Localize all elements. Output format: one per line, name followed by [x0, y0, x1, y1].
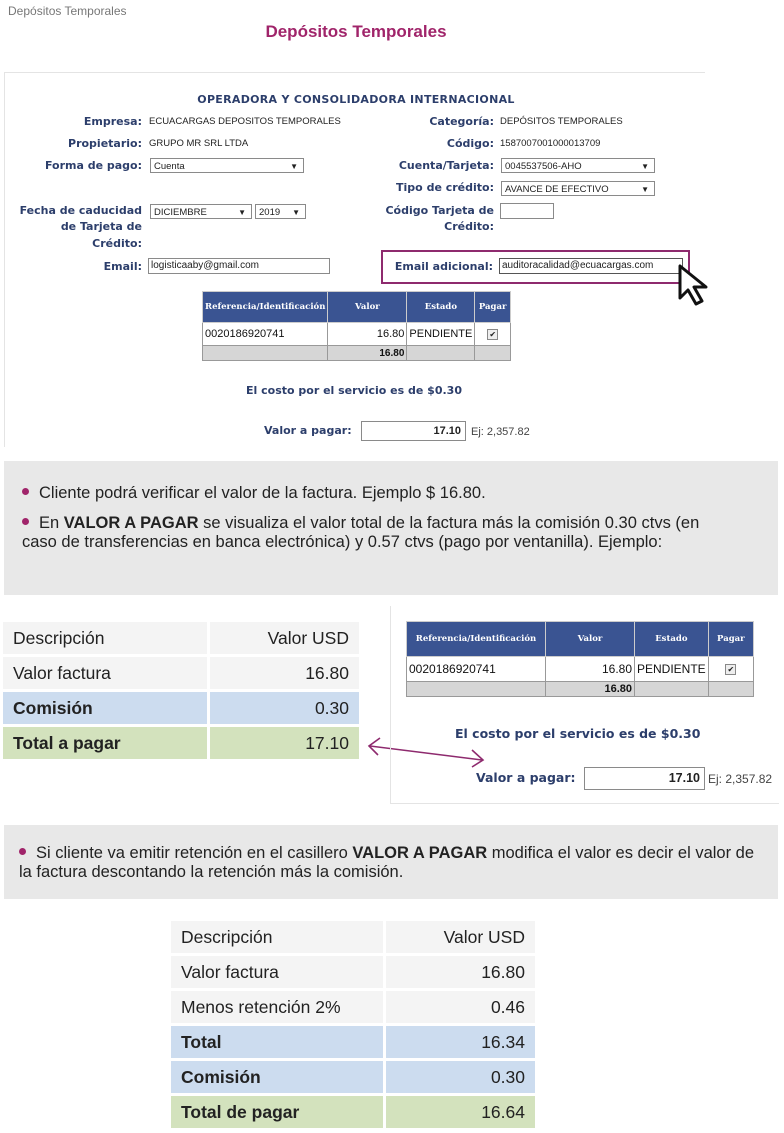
invoice-table-zoom [406, 621, 754, 697]
categoria-value: DEPÓSITOS TEMPORALES [500, 116, 623, 127]
column-header: Pagar [475, 292, 511, 323]
forma-pago-value: Cuenta [154, 161, 185, 172]
pagar-cell [708, 657, 753, 682]
codigo-label: Código: [446, 137, 494, 150]
column-header: Referencia/Identificación [407, 622, 546, 657]
chevron-down-icon: ▼ [641, 162, 649, 171]
table-row [3, 622, 359, 654]
column-header: Descripción [3, 622, 207, 654]
table-total-row [203, 346, 511, 361]
table-row [171, 1061, 535, 1093]
empresa-value: ECUACARGAS DEPOSITOS TEMPORALES [149, 116, 341, 127]
table-row [3, 657, 359, 689]
row-label: Total de pagar [171, 1096, 383, 1128]
column-header: Referencia/Identificación [203, 292, 328, 323]
valor-pagar-hint-zoom: Ej: 2,357.82 [708, 772, 773, 786]
row-value: 0.46 [386, 991, 535, 1023]
row-label: Total [171, 1026, 383, 1058]
empresa-label: Empresa: [83, 115, 142, 128]
pagar-cell [475, 323, 511, 346]
summary-table-2 [168, 918, 538, 1131]
email-field[interactable]: logisticaaby@gmail.com [148, 258, 330, 274]
table-row [171, 1026, 535, 1058]
service-cost-text: El costo por el servicio es de $0.30 [246, 384, 462, 397]
chevron-down-icon: ▼ [292, 208, 300, 217]
ref-cell: 0020186920741 [203, 323, 328, 346]
fecha-caducidad-label-3: Crédito: [92, 237, 142, 250]
categoria-label: Categoría: [429, 115, 494, 128]
valor-cell: 16.80 [328, 323, 407, 346]
row-label: Total a pagar [3, 727, 207, 759]
table-row [171, 956, 535, 988]
row-value: 16.34 [386, 1026, 535, 1058]
row-label: Comisión [3, 692, 207, 724]
propietario-label: Propietario: [68, 137, 142, 150]
bullet-icon [22, 518, 29, 525]
mouse-cursor-icon [676, 262, 720, 308]
row-label: Valor factura [3, 657, 207, 689]
ref-cell: 0020186920741 [407, 657, 546, 682]
pagar-checkbox[interactable]: ✔ [725, 664, 736, 675]
valor-pagar-label: Valor a pagar: [264, 424, 352, 437]
invoice-table-header [203, 292, 511, 323]
bullet-bold-text: VALOR A PAGAR [352, 844, 488, 862]
row-label: Menos retención 2% [171, 991, 383, 1023]
empty-cell [407, 682, 546, 697]
email-adicional-field[interactable]: auditoracalidad@ecuacargas.com [499, 258, 683, 274]
forma-pago-select[interactable] [150, 158, 304, 173]
email-label: Email: [103, 260, 142, 273]
column-header: Valor [328, 292, 407, 323]
valor-pagar-label-zoom: Valor a pagar: [476, 770, 576, 785]
fecha-caducidad-label-2: de Tarjeta de [60, 220, 142, 233]
row-label: Valor factura [171, 956, 383, 988]
empty-cell [475, 346, 511, 361]
invoice-table [202, 291, 511, 361]
chevron-down-icon: ▼ [290, 162, 298, 171]
cuenta-tarjeta-label: Cuenta/Tarjeta: [398, 159, 494, 172]
bullet-text: se visualiza el valor total de la factura más la comisión 0.30 ctvs (en caso de transferencias en banca electrónica) y 0.57 ctvs (pago por ventanilla). Ejemplo: [22, 514, 700, 551]
column-header: Valor USD [210, 622, 359, 654]
bullet-icon [19, 848, 26, 855]
valor-pagar-field[interactable]: 17.10 [361, 421, 466, 441]
row-value: 0.30 [210, 692, 359, 724]
empty-cell [708, 682, 753, 697]
bullet-text: Cliente podrá verificar el valor de la factura. Ejemplo $ 16.80. [39, 484, 486, 502]
estado-cell: PENDIENTE [635, 657, 709, 682]
row-label: Comisión [171, 1061, 383, 1093]
row-value: 16.80 [386, 956, 535, 988]
estado-cell: PENDIENTE [407, 323, 475, 346]
bullet-text: modifica el valor es decir el valor de la factura descontando la retención más la comisión. [19, 844, 755, 881]
propietario-value: GRUPO MR SRL LTDA [149, 138, 249, 149]
tipo-credito-value: AVANCE DE EFECTIVO [505, 184, 609, 195]
valor-cell: 16.80 [546, 657, 635, 682]
cuenta-tarjeta-value: 0045537506-AHO [505, 161, 582, 172]
fecha-mes-value: DICIEMBRE [154, 207, 207, 218]
column-header: Estado [635, 622, 709, 657]
chevron-down-icon: ▼ [641, 185, 649, 194]
empty-cell [407, 346, 475, 361]
bullet-bold-text: VALOR A PAGAR [63, 514, 199, 532]
codigo-tarjeta-field[interactable] [500, 203, 554, 219]
valor-pagar-field-zoom[interactable]: 17.10 [584, 767, 705, 790]
bullet-text: En [39, 514, 64, 532]
column-header: Pagar [708, 622, 753, 657]
summary-table-1 [0, 619, 362, 762]
row-value: 0.30 [386, 1061, 535, 1093]
page-title: Depósitos Temporales [265, 22, 447, 41]
bullet-item [22, 484, 762, 503]
tipo-credito-select[interactable] [501, 181, 655, 196]
invoice-table-header [407, 622, 754, 657]
table-row [171, 991, 535, 1023]
cuenta-tarjeta-select[interactable] [501, 158, 655, 173]
empty-cell [203, 346, 328, 361]
table-total-row [407, 682, 754, 697]
codigo-tarjeta-label-1: Código Tarjeta de [385, 204, 494, 217]
fecha-caducidad-label-1: Fecha de caducidad [19, 204, 142, 217]
row-value: 16.64 [386, 1096, 535, 1128]
fecha-anio-select[interactable] [255, 204, 306, 219]
column-header: Estado [407, 292, 475, 323]
tipo-credito-label: Tipo de crédito: [396, 181, 494, 194]
column-header: Valor [546, 622, 635, 657]
email-adicional-label: Email adicional: [394, 260, 493, 273]
bullet-icon [22, 488, 29, 495]
chevron-down-icon: ▼ [238, 208, 246, 217]
empty-cell [635, 682, 709, 697]
fecha-anio-value: 2019 [259, 207, 281, 218]
table-row [407, 657, 754, 682]
breadcrumb[interactable]: Depósitos Temporales [8, 4, 127, 18]
row-value: 16.80 [210, 657, 359, 689]
codigo-tarjeta-label-2: Crédito: [444, 220, 494, 233]
company-name: OPERADORA Y CONSOLIDADORA INTERNACIONAL [197, 93, 515, 106]
bullet-text: Si cliente va emitir retención en el casillero [36, 844, 353, 862]
total-cell: 16.80 [328, 346, 407, 361]
table-row [3, 727, 359, 759]
service-cost-text-zoom: El costo por el servicio es de $0.30 [455, 726, 701, 741]
row-value: 17.10 [210, 727, 359, 759]
table-row [203, 323, 511, 346]
table-row [3, 692, 359, 724]
column-header: Descripción [171, 921, 383, 953]
bullet-item [22, 514, 738, 552]
pagar-checkbox[interactable]: ✔ [487, 329, 498, 340]
forma-pago-label: Forma de pago: [44, 159, 142, 172]
fecha-mes-select[interactable] [150, 204, 252, 219]
codigo-value: 1587007001000013709 [500, 138, 601, 149]
valor-pagar-hint: Ej: 2,357.82 [471, 426, 530, 438]
table-row [171, 921, 535, 953]
column-header: Valor USD [386, 921, 535, 953]
table-row [171, 1096, 535, 1128]
total-cell: 16.80 [546, 682, 635, 697]
bullet-item [19, 844, 767, 882]
